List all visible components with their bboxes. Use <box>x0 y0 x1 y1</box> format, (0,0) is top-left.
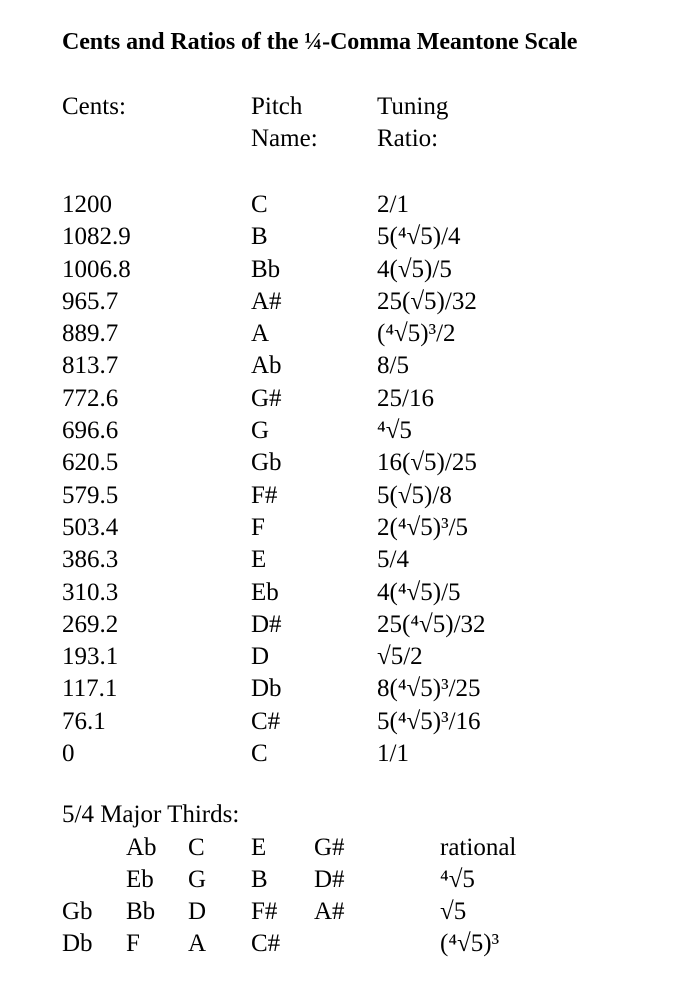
table-row <box>0 641 692 673</box>
note: B <box>251 866 268 893</box>
note: A <box>188 930 207 957</box>
cents-value: 269.2 <box>62 610 119 638</box>
pitch-name: Db <box>251 675 282 703</box>
pitch-name: C <box>251 191 268 218</box>
cents-value: 889.7 <box>62 320 119 348</box>
pitch-name: C <box>251 740 268 768</box>
cents-value: 193.1 <box>62 643 119 671</box>
tuning-ratio: 8(⁴√5)³/25 <box>377 675 481 703</box>
tuning-ratio: 4(√5)/5 <box>377 255 452 283</box>
pitch-name: A <box>251 320 270 348</box>
tuning-ratio: 8/5 <box>377 352 409 380</box>
pitch-name: Gb <box>251 449 282 477</box>
tuning-ratio: 1/1 <box>377 740 409 768</box>
pitch-name: A# <box>251 287 282 315</box>
pitch-header-line1: Pitch <box>251 93 303 120</box>
cents-value: 813.7 <box>62 352 119 380</box>
table-row <box>0 738 692 770</box>
cents-value: 772.6 <box>62 384 119 412</box>
table-row <box>0 480 692 512</box>
third-type: rational <box>440 834 517 861</box>
note: C <box>188 834 205 861</box>
table-row <box>0 221 692 253</box>
tuning-ratio: 2(⁴√5)³/5 <box>377 513 469 541</box>
note: F# <box>251 898 278 925</box>
cents-value: 503.4 <box>62 513 119 541</box>
cents-value: 965.7 <box>62 287 119 315</box>
pitch-name: F# <box>251 481 278 509</box>
major-thirds-row <box>0 928 692 960</box>
note: Gb <box>62 898 93 925</box>
note: Ab <box>126 834 157 861</box>
tuning-ratio: 5(√5)/8 <box>377 481 452 509</box>
note: G <box>188 866 207 893</box>
tuning-ratio: 4(⁴√5)/5 <box>377 578 461 606</box>
table-row <box>0 609 692 641</box>
note: D# <box>314 866 345 893</box>
pitch-name: D <box>251 643 270 671</box>
table-row <box>0 544 692 576</box>
scale-table <box>0 189 692 770</box>
note: Eb <box>126 866 154 893</box>
pitch-name: Bb <box>251 255 281 283</box>
cents-value: 696.6 <box>62 417 119 445</box>
tuning-ratio: 16(√5)/25 <box>377 449 477 477</box>
cents-value: 1082.9 <box>62 223 131 251</box>
cents-value: 1200 <box>62 191 112 218</box>
cents-value: 579.5 <box>62 481 119 509</box>
tuning-ratio: 5/4 <box>377 546 409 574</box>
third-type: ⁴√5 <box>440 866 475 893</box>
note: F <box>126 930 140 957</box>
major-thirds-title: 5/4 Major Thirds: <box>62 801 240 828</box>
third-type: √5 <box>440 898 467 925</box>
ratio-header-line1: Tuning <box>377 93 449 120</box>
ratio-header-line2: Ratio: <box>377 125 439 152</box>
tuning-ratio: 2/1 <box>377 191 409 218</box>
tuning-ratio: (⁴√5)³/2 <box>377 320 456 348</box>
major-thirds-table <box>0 832 692 960</box>
pitch-name: E <box>251 546 267 574</box>
major-thirds-row <box>0 896 692 928</box>
cents-value: 0 <box>62 740 75 768</box>
tuning-ratio-header <box>377 91 448 155</box>
pitch-name: G# <box>251 384 282 412</box>
table-row <box>0 512 692 544</box>
pitch-name: C# <box>251 707 281 735</box>
pitch-name: F <box>251 513 265 541</box>
tuning-ratio: 25(√5)/32 <box>377 287 477 315</box>
table-row <box>0 189 692 221</box>
cents-value: 76.1 <box>62 707 106 735</box>
table-row <box>0 350 692 382</box>
tuning-ratio: 25(⁴√5)/32 <box>377 610 486 638</box>
table-row <box>0 673 692 705</box>
pitch-name-header <box>251 91 318 155</box>
cents-value: 620.5 <box>62 449 119 477</box>
table-row <box>0 254 692 286</box>
major-thirds-row <box>0 864 692 896</box>
table-row <box>0 383 692 415</box>
pitch-header-line2: Name: <box>251 125 318 152</box>
third-type: (⁴√5)³ <box>440 930 500 957</box>
note: Bb <box>126 898 156 925</box>
table-row <box>0 447 692 479</box>
table-row <box>0 706 692 738</box>
tuning-ratio: 5(⁴√5)/4 <box>377 223 461 251</box>
table-row <box>0 318 692 350</box>
pitch-name: Eb <box>251 578 279 606</box>
pitch-name: G <box>251 417 270 445</box>
cents-value: 1006.8 <box>62 255 131 283</box>
cents-header-label: Cents: <box>62 93 126 120</box>
table-row <box>0 286 692 318</box>
major-thirds-row <box>0 832 692 864</box>
cents-header <box>62 91 126 123</box>
table-row <box>0 415 692 447</box>
cents-value: 386.3 <box>62 546 119 574</box>
note: G# <box>314 834 345 861</box>
pitch-name: D# <box>251 610 282 638</box>
tuning-ratio: ⁴√5 <box>377 417 412 445</box>
cents-value: 117.1 <box>62 675 118 703</box>
table-row <box>0 577 692 609</box>
note: E <box>251 834 267 861</box>
note: D <box>188 898 207 925</box>
pitch-name: Ab <box>251 352 282 380</box>
note: Db <box>62 930 93 957</box>
tuning-ratio: 25/16 <box>377 384 434 412</box>
pitch-name: B <box>251 223 268 251</box>
tuning-ratio: 5(⁴√5)³/16 <box>377 707 481 735</box>
cents-value: 310.3 <box>62 578 119 606</box>
note: A# <box>314 898 345 925</box>
note: C# <box>251 930 281 957</box>
tuning-ratio: √5/2 <box>377 643 423 671</box>
page-title: Cents and Ratios of the ¼-Comma Meantone Scale <box>62 29 578 55</box>
